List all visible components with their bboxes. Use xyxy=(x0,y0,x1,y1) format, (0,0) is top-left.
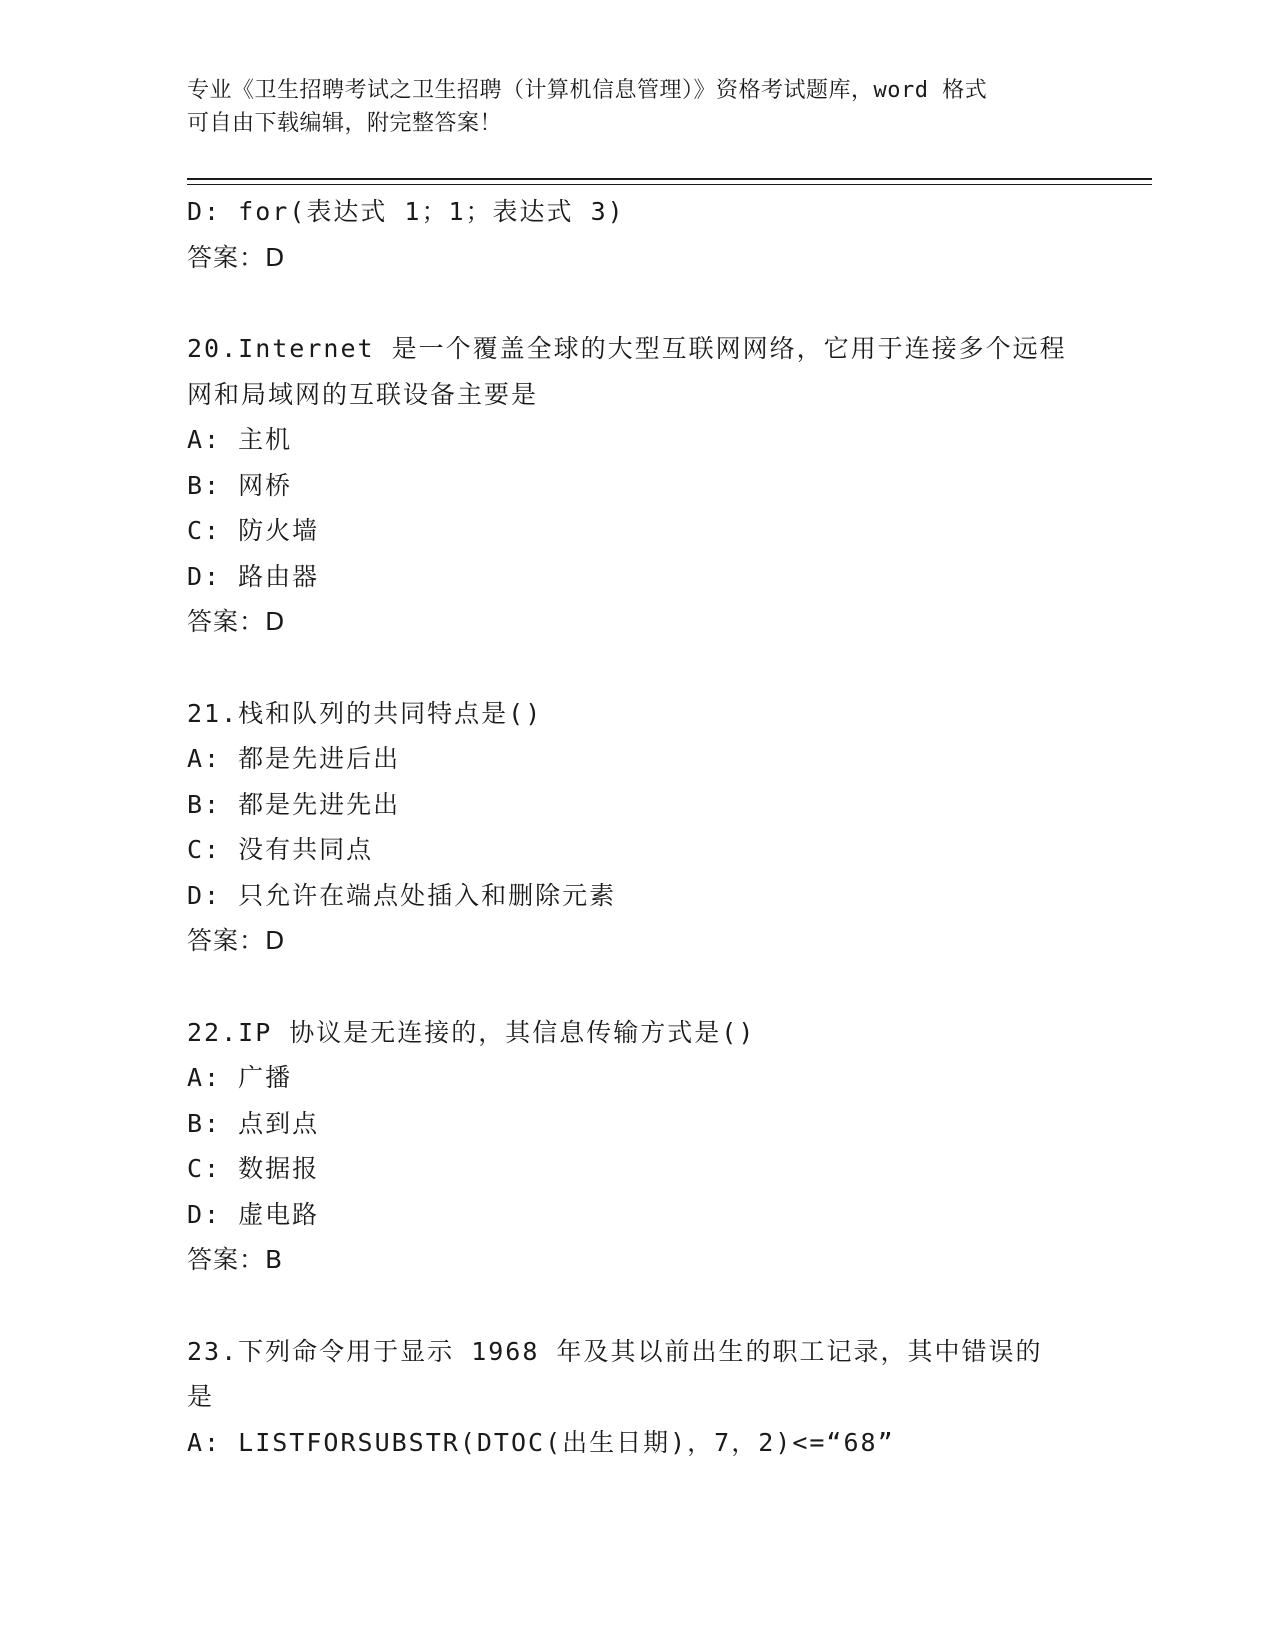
option-b: B: 点到点 xyxy=(187,1108,320,1138)
option-c: C: 没有共同点 xyxy=(187,835,374,864)
header-divider-thin xyxy=(187,184,1152,185)
header-line-1: 专业《卫生招聘考试之卫生招聘（计算机信息管理）》资格考试题库，word 格式 xyxy=(187,78,988,103)
spacer xyxy=(187,280,1087,326)
option-a: A: 主机 xyxy=(187,425,293,454)
option-c: C: 数据报 xyxy=(187,1154,320,1183)
question-list xyxy=(187,189,1087,1465)
previous-question-tail xyxy=(187,189,1087,280)
answer-line: 答案：B xyxy=(187,1245,284,1274)
spacer xyxy=(187,645,1087,691)
document-header xyxy=(187,74,1087,140)
question-stem-line: 23.下列命令用于显示 1968 年及其以前出生的职工记录，其中错误的 xyxy=(187,1336,1043,1366)
option-d: D: 只允许在端点处插入和删除元素 xyxy=(187,880,617,910)
answer-line: 答案：D xyxy=(187,926,286,955)
option-c: C: 防火墙 xyxy=(187,516,320,545)
answer-line: 答案：D xyxy=(187,607,286,636)
option-a: A: LISTFORSUBSTR(DTOC(出生日期)，7，2)<=“68” xyxy=(187,1427,895,1457)
question-stem-line: 网和局域网的互联设备主要是 xyxy=(187,379,539,409)
option-a: A: 广播 xyxy=(187,1063,293,1092)
header-divider-thick xyxy=(187,178,1152,180)
question-stem-line: 22.IP 协议是无连接的，其信息传输方式是() xyxy=(187,1017,756,1047)
question-stem-line: 21.栈和队列的共同特点是() xyxy=(187,698,543,728)
question-stem-line: 20.Internet 是一个覆盖全球的大型互联网网络，它用于连接多个远程 xyxy=(187,334,1067,363)
answer-line: 答案：D xyxy=(187,242,286,272)
option-b: B: 都是先进先出 xyxy=(187,789,401,819)
option-d: D: 路由器 xyxy=(187,561,320,591)
question-22 xyxy=(187,1010,1087,1283)
spacer xyxy=(187,1283,1087,1329)
question-stem-line: 是 xyxy=(187,1382,215,1411)
question-20 xyxy=(187,326,1087,645)
option-d: D: for(表达式 1；1；表达式 3) xyxy=(187,197,625,226)
option-a: A: 都是先进后出 xyxy=(187,744,401,773)
header-line-2: 可自由下载编辑，附完整答案！ xyxy=(187,111,503,136)
question-21 xyxy=(187,691,1087,964)
option-b: B: 网桥 xyxy=(187,470,293,500)
spacer xyxy=(187,964,1087,1010)
option-d: D: 虚电路 xyxy=(187,1199,320,1229)
question-23 xyxy=(187,1329,1087,1466)
